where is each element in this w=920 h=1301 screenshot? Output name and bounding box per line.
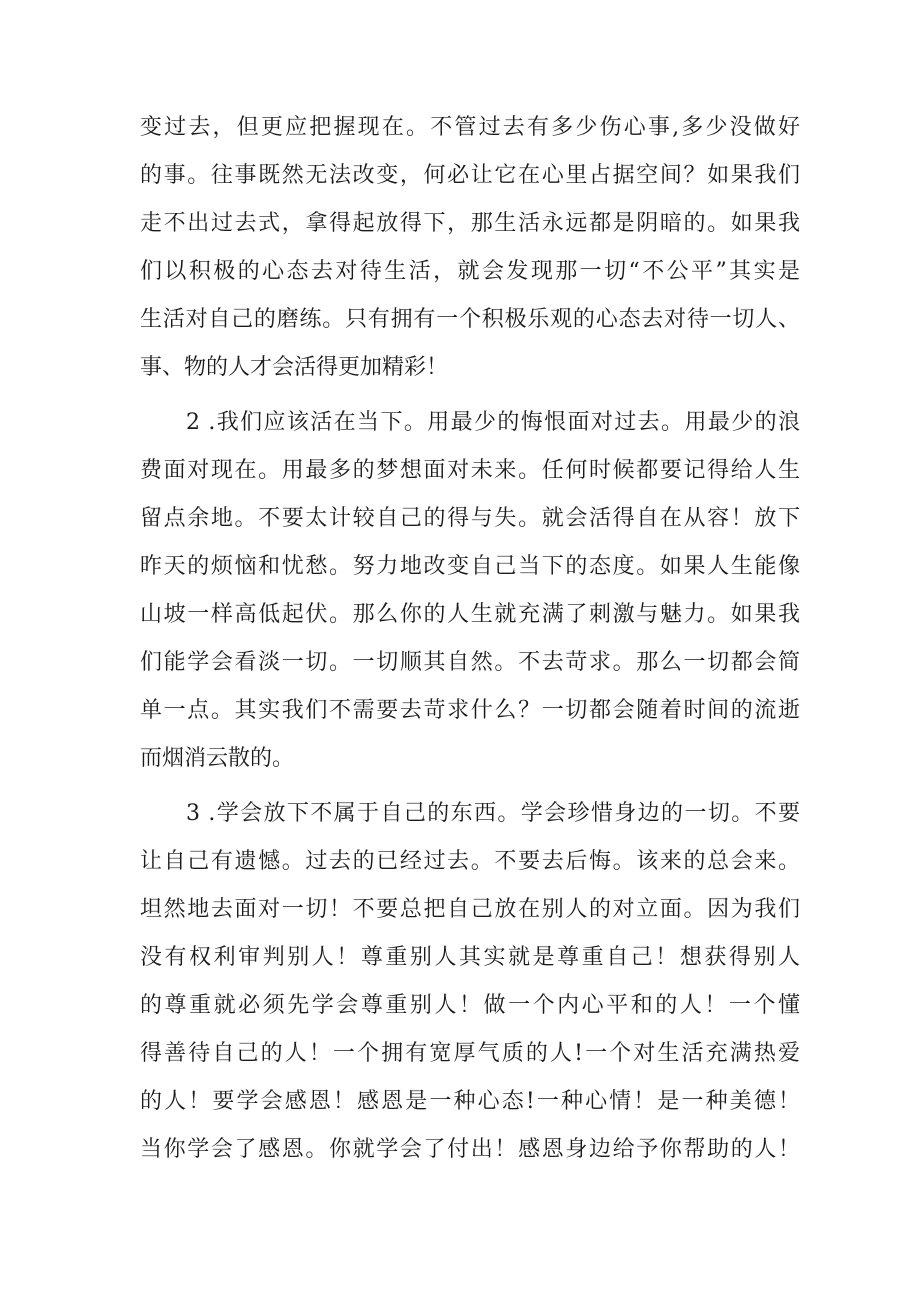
paragraph-3-line-4: 没有权利审判别人！尊重别人其实就是尊重自己！想获得别人 xyxy=(140,945,800,970)
paragraph-1-line-4: 们以积极的心态去对待生活，就会发现那一切“不公平”其实是 xyxy=(140,259,800,284)
paragraph-3-line-1: 3 .学会放下不属于自己的东西。学会珍惜身边的一切。不要 xyxy=(186,801,800,826)
paragraph-1-line-1: 变过去，但更应把握现在。不管过去有多少伤心事,多少没做好 xyxy=(140,115,800,140)
paragraph-3-line-5: 的尊重就必须先学会尊重别人！做一个内心平和的人！一个懂 xyxy=(140,993,800,1018)
paragraph-1-line-2: 的事。往事既然无法改变，何必让它在心里占据空间？如果我们 xyxy=(140,163,800,188)
paragraph-1-line-6: 事、物的人才会活得更加精彩！ xyxy=(140,355,449,380)
paragraph-3-line-2: 让自己有遗憾。过去的已经过去。不要去后悔。该来的总会来。 xyxy=(140,849,800,874)
paragraph-2-line-7: 单一点。其实我们不需要去苛求什么？一切都会随着时间的流逝 xyxy=(140,698,800,723)
paragraph-2-line-3: 留点余地。不要太计较自己的得与失。就会活得自在从容！放下 xyxy=(140,506,800,531)
paragraph-2-line-4: 昨天的烦恼和忧愁。努力地改变自己当下的态度。如果人生能像 xyxy=(140,554,800,579)
paragraph-2-line-8: 而烟消云散的。 xyxy=(140,746,295,771)
paragraph-3-line-7: 的人！要学会感恩！感恩是一种心态!一种心情！是一种美德！ xyxy=(140,1089,800,1114)
paragraph-3-line-6: 得善待自己的人！一个拥有宽厚气质的人!一个对生活充满热爱 xyxy=(140,1041,800,1066)
paragraph-3-line-8: 当你学会了感恩。你就学会了付出！感恩身边给予你帮助的人！ xyxy=(140,1137,800,1162)
paragraph-2-line-2: 费面对现在。用最多的梦想面对未来。任何时候都要记得给人生 xyxy=(140,458,800,483)
paragraph-1-line-3: 走不出过去式，拿得起放得下，那生活永远都是阴暗的。如果我 xyxy=(140,211,800,236)
paragraph-2-line-1: 2 .我们应该活在当下。用最少的悔恨面对过去。用最少的浪 xyxy=(186,410,800,435)
paragraph-2-line-6: 们能学会看淡一切。一切顺其自然。不去苛求。那么一切都会简 xyxy=(140,650,800,675)
paragraph-1-line-5: 生活对自己的磨练。只有拥有一个积极乐观的心态去对待一切人、 xyxy=(140,307,800,332)
paragraph-2-line-5: 山坡一样高低起伏。那么你的人生就充满了刺激与魅力。如果我 xyxy=(140,602,800,627)
paragraph-3-line-3: 坦然地去面对一切！不要总把自己放在别人的对立面。因为我们 xyxy=(140,897,800,922)
